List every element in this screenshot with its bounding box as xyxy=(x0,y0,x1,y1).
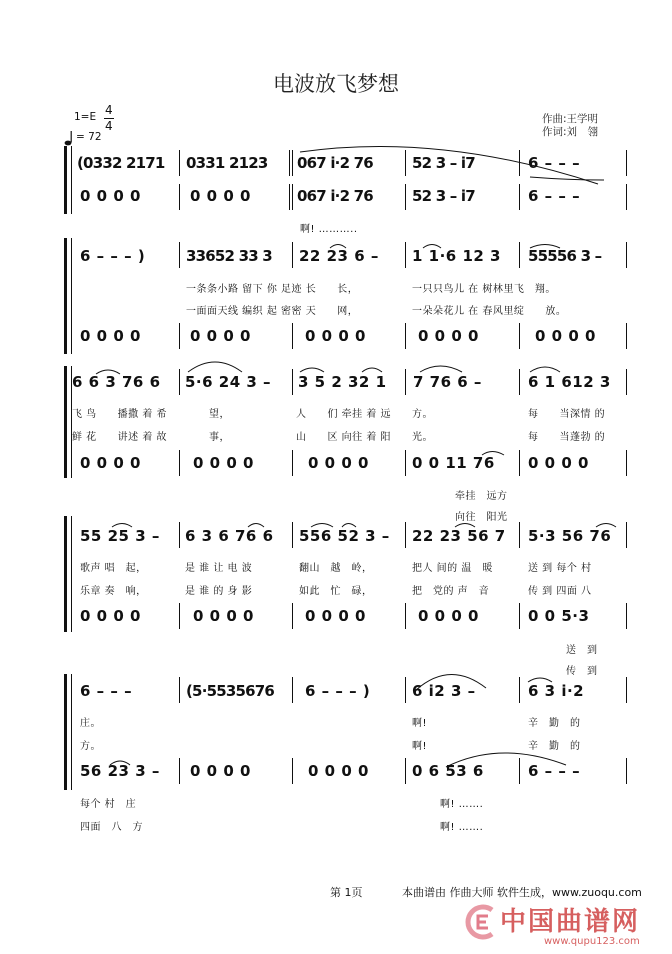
measure-upper-5: 6 – – – xyxy=(528,154,581,172)
barline xyxy=(405,450,406,476)
lower-lyric-verse-2: 啊! ……. xyxy=(440,822,484,833)
measure-lower-5: 0 0 5·3 xyxy=(528,607,590,625)
measure-upper-5: 6 1 612 3 xyxy=(528,373,611,391)
measure-upper-5: 55556 3 – xyxy=(528,247,602,265)
lyric-verse-2: 方。 xyxy=(80,741,101,752)
barline xyxy=(519,150,520,176)
barline xyxy=(519,758,520,784)
tie xyxy=(300,368,324,372)
watermark-url: www.qupu123.com xyxy=(544,936,640,947)
barline xyxy=(405,242,406,268)
barline xyxy=(626,184,627,210)
lyric-verse-2: 一面面天线 编织 起 密密 天 网， xyxy=(186,306,359,317)
lyric-verse-1: 一条条小路 留下 你 足迹 长 长， xyxy=(186,284,359,295)
measure-lower-1: 0 0 0 0 xyxy=(80,607,141,625)
slur xyxy=(188,362,242,372)
barline xyxy=(179,603,180,629)
slur xyxy=(420,366,462,372)
measure-lower-3: 0 0 0 0 xyxy=(308,454,369,472)
measure-upper-3: 22 23 6 – xyxy=(299,247,379,265)
barline xyxy=(292,450,293,476)
barline xyxy=(179,758,180,784)
measure-lower-3: 0 0 0 0 xyxy=(308,762,369,780)
system-brace xyxy=(64,674,67,790)
measure-lower-2: 0 0 0 0 xyxy=(190,327,251,345)
tie xyxy=(530,367,560,372)
barline xyxy=(626,242,627,268)
measure-upper-1: 6 6 3 76 6 xyxy=(72,373,161,391)
measure-upper-4: 52 3 – i7 xyxy=(412,154,475,172)
key-signature: 1=E xyxy=(74,111,97,123)
measure-lower-5: 0 0 0 0 xyxy=(535,327,596,345)
barline xyxy=(289,184,290,210)
measure-upper-5: 6 3 i·2 xyxy=(528,682,585,700)
lyric-verse-2: 山 区 向往 着 阳 光。 xyxy=(296,432,434,443)
measure-upper-2: 6 3 6 76 6 xyxy=(185,527,274,545)
measure-upper-4: 6 i2 3 – xyxy=(412,682,476,700)
lower-lyric-verse-1: 啊! ……. xyxy=(440,799,484,810)
barline xyxy=(405,603,406,629)
measure-lower-1: 0 0 0 0 xyxy=(80,187,141,205)
measure-upper-2: 0331 2123 xyxy=(186,154,268,172)
lyric-verse-2: 是 谁 的 身 影 xyxy=(185,586,253,597)
barline xyxy=(519,677,520,703)
system-start-line xyxy=(71,674,72,790)
barline xyxy=(626,677,627,703)
page-number: 第 1页 xyxy=(330,886,363,899)
barline xyxy=(405,323,406,349)
measure-lower-1: 0 0 0 0 xyxy=(80,454,141,472)
lyric-verse-2: 辛 勤 的 xyxy=(528,741,581,752)
lyric-verse-2: 一朵朵花儿 在 春风里绽 放。 xyxy=(412,306,567,317)
system-brace xyxy=(64,146,67,214)
barline xyxy=(519,184,520,210)
measure-lower-2: 0 0 0 0 xyxy=(193,454,254,472)
barline xyxy=(626,522,627,548)
time-signature-bottom: 4 xyxy=(105,119,113,133)
measure-lower-4: 0 0 11 76 xyxy=(412,454,495,472)
measure-lower-4: 52 3 – i7 xyxy=(412,187,475,205)
lyric-verse-2: 乐章 奏 响， xyxy=(80,586,147,597)
barline xyxy=(292,369,293,395)
measure-lower-5: 0 0 0 0 xyxy=(528,454,589,472)
lyric-verse-2: 把 党的 声 音 xyxy=(412,586,490,597)
barline xyxy=(626,323,627,349)
barline xyxy=(292,603,293,629)
measure-upper-2: (5·5535676 xyxy=(186,682,275,700)
measure-upper-5: 5·3 56 76 xyxy=(528,527,612,545)
measure-lower-4: 0 0 0 0 xyxy=(418,607,479,625)
measure-upper-2: 33652 33 3 xyxy=(186,247,272,265)
lower-lyric-verse-2: 四面 八 方 xyxy=(80,822,143,833)
software-credit: 本曲谱由 作曲大师 软件生成，www.zuoqu.com xyxy=(402,886,642,899)
lyric-verse-1: 歌声 唱 起， xyxy=(80,563,147,574)
barline xyxy=(179,450,180,476)
barline xyxy=(179,184,180,210)
system-start-line xyxy=(71,238,72,354)
lyric-verse-1: 一只只鸟儿 在 树林里飞 翔。 xyxy=(412,284,556,295)
barline xyxy=(179,677,180,703)
measure-upper-3: 067 i·2 76 xyxy=(297,154,373,172)
measure-upper-4: 7 76 6 – xyxy=(413,373,482,391)
measure-upper-1: 55 25 3 – xyxy=(80,527,160,545)
lower-lyric-verse-1: 送 到 xyxy=(566,645,598,656)
barline xyxy=(179,242,180,268)
lower-lyric-verse-2: 向往 阳光 xyxy=(455,512,508,523)
barline xyxy=(292,522,293,548)
measure-lower-3: 0 0 0 0 xyxy=(305,607,366,625)
lyric-verse-2: 每 当蓬勃 的 xyxy=(528,432,606,443)
measure-upper-3: 3 5 2 32 1 xyxy=(298,373,387,391)
measure-lower-2: 0 0 0 0 xyxy=(190,187,251,205)
barline xyxy=(626,603,627,629)
lyric-verse-1: 是 谁 让 电 波 xyxy=(185,563,253,574)
barline xyxy=(292,323,293,349)
barline xyxy=(292,150,293,176)
barline xyxy=(626,150,627,176)
lyric-verse-1: 庄。 xyxy=(80,718,101,729)
measure-lower-5: 6 – – – xyxy=(528,762,581,780)
lyric-verse-1: 辛 勤 的 xyxy=(528,718,581,729)
measure-upper-3: 556 52 3 – xyxy=(299,527,390,545)
barline xyxy=(292,677,293,703)
barline xyxy=(519,603,520,629)
measure-upper-1: 6 – – – xyxy=(80,682,133,700)
lyric-verse-2: 啊! xyxy=(412,741,428,752)
system-brace xyxy=(64,238,67,354)
barline xyxy=(626,450,627,476)
measure-lower-3: 0 0 0 0 xyxy=(305,327,366,345)
barline xyxy=(405,522,406,548)
lyric-verse-1: 啊! xyxy=(412,718,428,729)
barline xyxy=(519,323,520,349)
lower-lyric-verse-1: 牵挂 远方 xyxy=(455,491,508,502)
watermark-logo-icon xyxy=(462,904,498,944)
song-title: 电波放飞梦想 xyxy=(273,72,399,96)
lower-lyric-verse-1: 每个 村 庄 xyxy=(80,799,137,810)
barline xyxy=(292,242,293,268)
measure-upper-3: 6 – – – ) xyxy=(305,682,371,700)
lyric-verse-1: 翻山 越 岭， xyxy=(299,563,373,574)
measure-lower-1: 56 23 3 – xyxy=(80,762,160,780)
barline xyxy=(179,522,180,548)
measure-upper-1: 6 – – – ) xyxy=(80,247,146,265)
measure-upper-2: 5·6 24 3 – xyxy=(185,373,272,391)
barline xyxy=(405,150,406,176)
lyric-line: 啊! ……….. xyxy=(300,224,358,235)
measure-upper-4: 22 23 56 7 xyxy=(412,527,506,545)
measure-lower-4: 0 6 53 6 xyxy=(412,762,484,780)
barline xyxy=(179,150,180,176)
barline xyxy=(405,369,406,395)
barline xyxy=(405,758,406,784)
watermark-site-name: 中国曲谱网 xyxy=(500,907,641,937)
measure-upper-1: (0332 2171 xyxy=(77,154,165,172)
barline xyxy=(289,150,290,176)
lyric-verse-2: 传 到 四面 八 xyxy=(528,586,592,597)
lower-lyric-verse-2: 传 到 xyxy=(566,666,598,677)
measure-lower-5: 6 – – – xyxy=(528,187,581,205)
lyric-verse-2: 如此 忙 碌， xyxy=(299,586,373,597)
measure-lower-2: 0 0 0 0 xyxy=(193,607,254,625)
system-brace xyxy=(64,516,67,632)
tempo-marking: = 72 xyxy=(76,131,102,143)
lyric-verse-1: 把人 间的 温 暖 xyxy=(412,563,493,574)
lyricist-credit: 作词:刘 翎 xyxy=(542,126,599,138)
system-start-line xyxy=(71,516,72,632)
barline xyxy=(519,369,520,395)
barline xyxy=(292,758,293,784)
lyric-verse-1: 送 到 每个 村 xyxy=(528,563,592,574)
barline xyxy=(519,450,520,476)
time-signature-top: 4 xyxy=(105,103,113,117)
measure-lower-4: 0 0 0 0 xyxy=(418,327,479,345)
measure-lower-3: 067 i·2 76 xyxy=(297,187,373,205)
barline xyxy=(626,758,627,784)
composer-credit: 作曲:王学明 xyxy=(542,113,599,125)
lyric-verse-1: 人 们 牵挂 着 远 方。 xyxy=(296,409,434,420)
measure-lower-1: 0 0 0 0 xyxy=(80,327,141,345)
barline xyxy=(626,369,627,395)
system-start-line xyxy=(71,146,72,214)
barline xyxy=(292,184,293,210)
measure-upper-4: 1 1·6 12 3 xyxy=(412,247,501,265)
measure-lower-2: 0 0 0 0 xyxy=(190,762,251,780)
slur xyxy=(530,177,604,180)
tie xyxy=(362,368,382,372)
barline xyxy=(405,677,406,703)
system-brace xyxy=(64,366,67,478)
lyric-verse-1: 每 当深情 的 xyxy=(528,409,606,420)
lyric-verse-1: 飞 鸟 播撒 着 希 望， xyxy=(72,409,231,420)
barline xyxy=(179,369,180,395)
barline xyxy=(519,242,520,268)
barline xyxy=(179,323,180,349)
barline xyxy=(405,184,406,210)
lyric-verse-2: 鲜 花 讲述 着 故 事， xyxy=(72,432,231,443)
barline xyxy=(519,522,520,548)
